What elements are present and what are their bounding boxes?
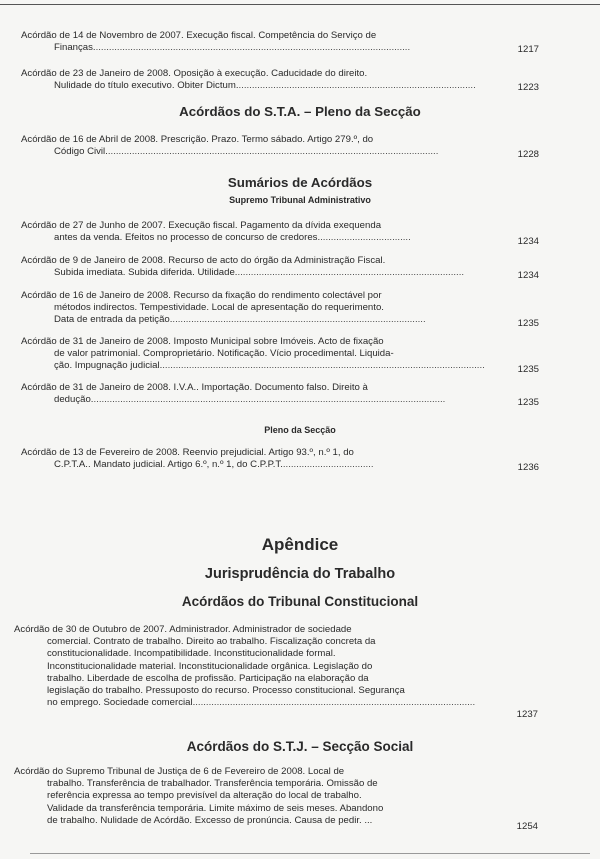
index-entry: Acórdão de 23 de Janeiro de 2008. Oposição à execução. Caducidade do direito. Nulidade do título executivo. Obiter Dictum.......................................................................................... xyxy=(21,68,491,92)
entry-line: ção. Impugnação judicial. xyxy=(54,360,163,372)
entry-line: Acórdão de 31 de Janeiro de 2008. I.V.A.. Importação. Documento falso. Direito à xyxy=(21,382,368,393)
index-entry: Acórdão de 9 de Janeiro de 2008. Recurso de acto do órgão da Administração Fiscal. Subida imediata. Subida diferida. Utilidade...................................................................................... xyxy=(21,255,491,279)
entry-line: de trabalho. Nulidade de Acórdão. Excesso de pronúncia. Causa de pedir. ... xyxy=(47,814,373,826)
entry-line: trabalho. Liberdade de escolha de profissão. Participação na elaboração da xyxy=(47,672,369,684)
page-number: 1254 xyxy=(516,821,538,832)
entry-line: Acórdão de 23 de Janeiro de 2008. Oposição à execução. Caducidade do direito. xyxy=(21,68,368,79)
entry-line: Acórdão de 31 de Janeiro de 2008. Imposto Municipal sobre Imóveis. Acto de fixação xyxy=(21,336,384,347)
page-number: 1237 xyxy=(516,709,538,720)
entry-line: dedução. xyxy=(54,394,94,406)
entry-line: constitucionalidade. Incompatibilidade. Inconstitucionalidade formal. xyxy=(47,648,336,660)
entry-line: Finanças. xyxy=(54,42,96,54)
entry-line: Acórdão de 27 de Junho de 2007. Execução fiscal. Pagamento da dívida exequenda xyxy=(21,220,382,231)
section-heading: Sumários de Acórdãos xyxy=(227,175,373,190)
entry-line: Subida imediata. Subida diferida. Utilidade. xyxy=(54,267,238,279)
appendix-title: Apêndice xyxy=(261,535,339,554)
page-number: 1223 xyxy=(517,82,539,93)
entry-line: antes da venda. Efeitos no processo de concurso de credores. xyxy=(54,232,321,244)
page-number: 1235 xyxy=(517,364,539,375)
entry-line: Acórdão de 13 de Fevereiro de 2008. Reenvio prejudicial. Artigo 93.º, n.º 1, do xyxy=(21,447,354,458)
appendix-subtitle: Jurisprudência do Trabalho xyxy=(204,566,396,582)
entry-line: de valor patrimonial. Comproprietário. Notificação. Vício procedimental. Liquida- xyxy=(54,348,394,360)
page-number: 1235 xyxy=(517,318,539,329)
section-heading: Acórdãos do S.T.A. – Pleno da Secção xyxy=(179,104,421,119)
index-entry: Acórdão de 14 de Novembro de 2007. Execução fiscal. Competência do Serviço de Finanças....................................................................................................................... xyxy=(21,30,491,54)
page-number: 1235 xyxy=(517,397,539,408)
section-subheading: Pleno da Secção xyxy=(264,425,336,435)
entry-line: legislação do trabalho. Pressuposto do recurso. Processo constitucional. Segurança xyxy=(47,685,405,697)
entry-line: Acórdão de 14 de Novembro de 2007. Execução fiscal. Competência do Serviço de xyxy=(21,30,377,41)
page-number: 1217 xyxy=(517,44,539,55)
bottom-rule xyxy=(30,853,590,854)
index-entry: Acórdão de 27 de Junho de 2007. Execução fiscal. Pagamento da dívida exequenda antes da venda. Efeitos no processo de concurso de credores................................... xyxy=(21,220,491,244)
entry-line: comercial. Contrato de trabalho. Direito ao trabalho. Fiscalização concreta da xyxy=(47,636,376,648)
entry-line: Acórdão de 16 de Abril de 2008. Prescrição. Prazo. Termo sábado. Artigo 279.º, do xyxy=(21,134,374,145)
top-rule xyxy=(0,4,600,5)
index-entry: Acórdão de 31 de Janeiro de 2008. I.V.A.. Importação. Documento falso. Direito à dedução..................................................................................................................................... xyxy=(21,382,491,406)
entry-line: Validade da transferência temporária. Limite máximo de seis meses. Abandono xyxy=(47,802,384,814)
page-number: 1228 xyxy=(517,149,539,160)
entry-line: métodos indirectos. Tempestividade. Local de apresentação do requerimento. xyxy=(54,302,384,314)
entry-line: Acórdão do Supremo Tribunal de Justiça de 6 de Fevereiro de 2008. Local de xyxy=(14,766,345,777)
entry-line: trabalho. Transferência de trabalhador. Transferência temporária. Omissão de xyxy=(47,778,378,790)
entry-line: Acórdão de 30 de Outubro de 2007. Administrador. Administrador de sociedade xyxy=(14,624,352,635)
entry-line: no emprego. Sociedade comercial. xyxy=(47,697,196,709)
index-entry: Acórdão de 31 de Janeiro de 2008. Imposto Municipal sobre Imóveis. Acto de fixação de valor patrimonial. Comproprietário. Notificação. Vício procedimental. Liquida- ção. Impugnação judicial.......................................................................................................................... xyxy=(21,336,491,373)
entry-line: referência expressa ao tempo previsível da alteração do local de trabalho. xyxy=(47,790,362,802)
page-number: 1236 xyxy=(517,462,539,473)
index-entry: Acórdão de 13 de Fevereiro de 2008. Reenvio prejudicial. Artigo 93.º, n.º 1, do C.P.T.A.. Mandato judicial. Artigo 6.º, n.º 1, do C.P.P.T................................... xyxy=(21,447,491,471)
entry-line: Inconstitucionalidade material. Inconstitucionalidade orgânica. Legislação do xyxy=(47,660,373,672)
index-entry: Acórdão de 16 de Janeiro de 2008. Recurso da fixação do rendimento colectável por métodos indirectos. Tempestividade. Local de apresentação do requerimento. Data de entrada da petição................................................................................................ xyxy=(21,290,491,327)
index-entry: Acórdão de 16 de Abril de 2008. Prescrição. Prazo. Termo sábado. Artigo 279.º, do Código Civil............................................................................................................................. xyxy=(21,134,491,158)
section-heading: Acórdãos do S.T.J. – Secção Social xyxy=(186,739,414,754)
page-number: 1234 xyxy=(517,236,539,247)
index-entry xyxy=(14,766,490,827)
index-entry: Acórdão de 30 de Outubro de 2007. Administrador. Administrador de sociedade comercial. Contrato de trabalho. Direito ao trabalho. Fiscalização concreta da constitucionalidade. Incompatibilidade. Inconstitucionalidade formal. Inconstitucionalidade material. Inconstitucionalidade orgânica. Legislação do trabalho. Liberdade de escolha de profissão. Participação na elaboração da legislação do trabalho. Pressuposto do recurso. Processo constitucional. Segurança no emprego. Sociedade comercial.......................................................................................................... xyxy=(14,624,490,709)
section-heading: Acórdãos do Tribunal Constitucional xyxy=(181,594,419,609)
entry-line: Data de entrada da petição. xyxy=(54,314,173,326)
entry-line: C.P.T.A.. Mandato judicial. Artigo 6.º, n.º 1, do C.P.P.T. xyxy=(54,459,283,471)
page-number: 1234 xyxy=(517,270,539,281)
entry-line: Acórdão de 9 de Janeiro de 2008. Recurso de acto do órgão da Administração Fiscal. xyxy=(21,255,386,266)
entry-line: Acórdão de 16 de Janeiro de 2008. Recurso da fixação do rendimento colectável por xyxy=(21,290,382,301)
entry-line: Nulidade do título executivo. Obiter Dictum. xyxy=(54,80,239,92)
section-subheading: Supremo Tribunal Administrativo xyxy=(229,195,371,205)
entry-line: Código Civil. xyxy=(54,146,108,158)
